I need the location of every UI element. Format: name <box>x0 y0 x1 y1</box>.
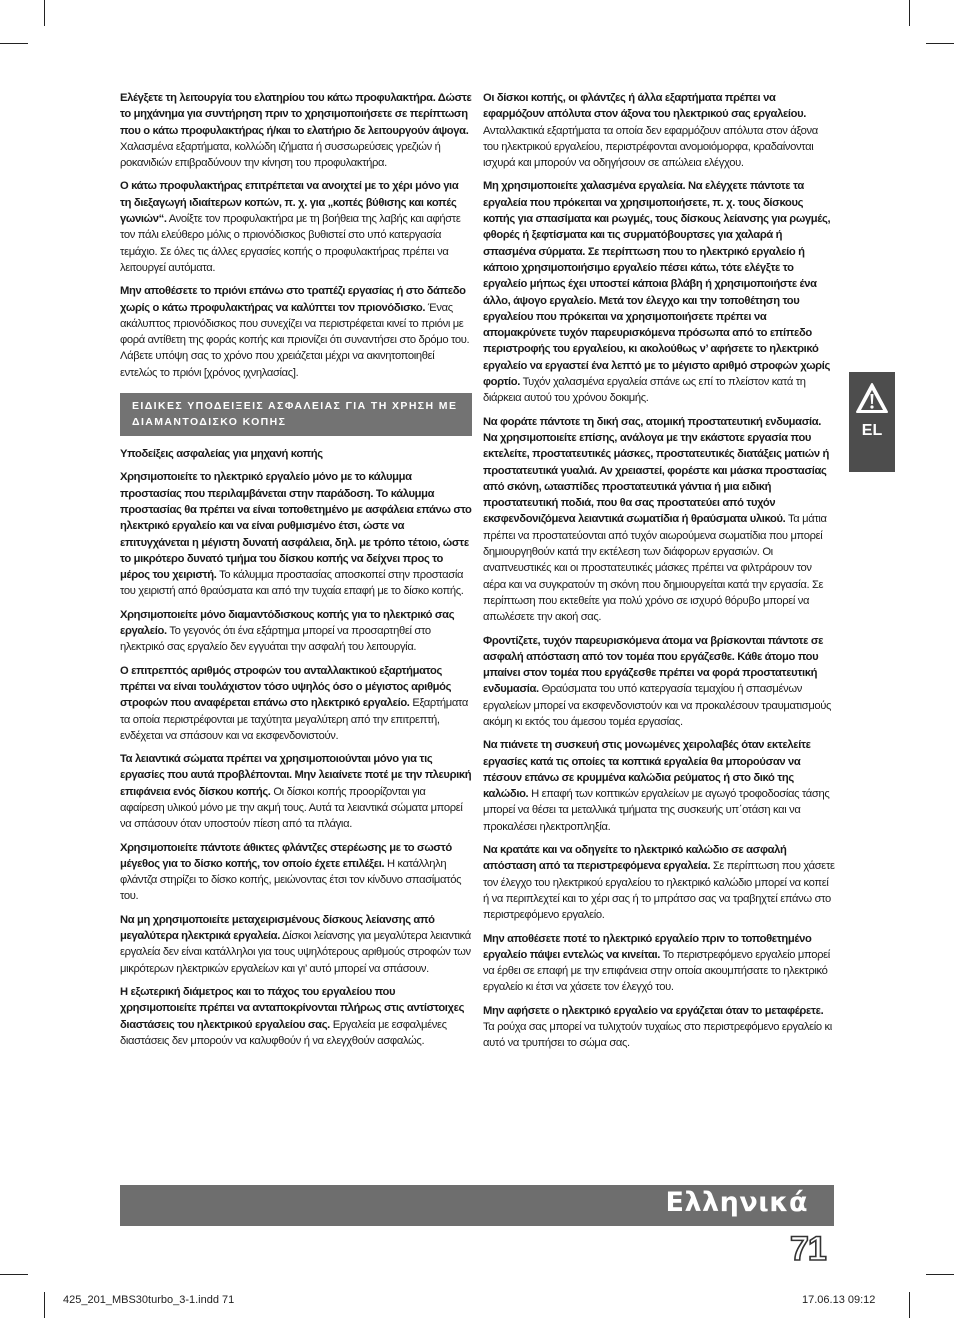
file-slug: 425_201_MBS30turbo_3-1.indd 71 <box>63 1294 235 1306</box>
paragraph: Χρησιμοποιείτε πάντοτε άθικτες φλάντζες στερέωσης με το σωστό μέγεθος για το δίσκο κοπής, τον οποίο έχετε επιλέξει. Η κατάλληλη φλάντζα στηρίζει το δίσκο κοπής, μειώνοντας έτσι τον κίνδυνο σπασίματός του. <box>120 841 462 903</box>
paragraph: Μην αποθέσετε ποτέ το ηλεκτρικό εργαλείο πριν το τοποθετημένο εργαλείο πάψει εντελώς να κινείται. Το περιστρεφόμενο εργαλείο μπορεί να έρθει σε επαφή με την επιφάνεια στην οποία ακουμπήσατε το ηλεκτρικό εργαλείο κι έτσι να χάσετε τον έλεγχό του. <box>483 932 830 994</box>
paragraph: Οι δίσκοι κοπής, οι φλάντζες ή άλλα εξαρτήματα πρέπει να εφαρμόζουν απόλυτα στον άξονα του ηλεκτρικού σας εργαλείου. Ανταλλακτικά εξαρτήματα τα οποία δεν εφαρμόζουν απόλυτα στον άξονα του ηλεκτρικού εργαλείου, περιστρέφονται ανομοιόμορφα, κραδαίνονται ισχυρά και μπορούν να οδηγήσουν σε απώλεια ελέγχου. <box>483 92 818 170</box>
language-tab <box>849 372 895 472</box>
paragraph: Να κρατάτε και να οδηγείτε το ηλεκτρικό καλώδιο σε ασφαλή απόσταση από τα περιστρεφόμενα εργαλεία. Σε περίπτωση που χάσετε τον έλεγχο του ηλεκτρικού εργαλείου το ηλεκτρικό καλώδιο μπορεί να κοπεί ή να περιπλεχτεί και το χέρι σας ή το μπράτσο σας να τραβηχτεί επάνω στο περιστρεφόμενο εργαλείο. <box>483 844 835 922</box>
paragraph: Φροντίζετε, τυχόν παρευρισκόμενα άτομα να βρίσκονται πάντοτε σε ασφαλή απόσταση από τον τομέα που εργάζεσθε. Κάθε άτομο που μπαίνει στον τομέα που εργάζεσθε πρέπει να φορά προστατευτική ενδυμασία. Θραύσματα του υπό κατεργασία τεμαχίου ή σπασμένων εργαλείων μπορεί να εκσφενδονιστούν και να προκαλέσουν τραυματισμούς ακόμη κι εκτός του άμεσου τομέα εργασίας. <box>483 634 832 728</box>
language-title: Ελληνικά <box>665 1187 808 1218</box>
paragraph: Να φοράτε πάντοτε τη δική σας, ατομική προστατευτική ενδυμασία. Να χρησιμοποιείτε επίσης, ανάλογα με την εκάστοτε εργασία που εκτελείτε, προστατευτικές μάσκες, προστατευτικές διατάξεις ματιών ή προστατευτικά γυαλιά. Αν χρειαστεί, φορέστε και μάσκα προστασίας από σκόνη, ωτασπίδες προστατευτικά γάντια ή μια ειδική προστατευτική ποδιά, που θα σας προστατεύει από τυχόν εκσφενδονιζόμενα λειαντικά σωματίδια ή θραύσματα υλικού. Τα μάτια πρέπει να προστατεύονται από τυχόν αιωρούμενα σωματίδια που μπορεί δημιουργηθούν κατά την εκτέλεση των διάφορων εργασιών. Οι αναπνευστικές και οι προστατευτικές μάσκες πρέπει να φιλτράρουν τον αέρα και να συγκρατούν τη σκόνη που δημιουργείται κατά την εργασία. Σε περίπτωση που εκτεθείτε για πολύ χρόνο σε ισχυρό θόρυβο μπορεί να απωλέσετε την ακοή σας. <box>483 415 829 624</box>
paragraph: Τα λειαντικά σώματα πρέπει να χρησιμοποιούνται μόνο για τις εργασίες που αυτά προβλέπονται. Μην λειαίνετε ποτέ με την πλευρική επιφάνεια ενός δίσκου κοπής. Οι δίσκοι κοπής προορίζονται για αφαίρεση υλικού μόνο με την ακμή τους. Αυτά τα λειαντικά σώματα μπορεί να σπάσουν όταν υποστούν πίεση από τα πλάγια. <box>120 753 472 831</box>
paragraph: Η εξωτερική διάμετρος και το πάχος του εργαλείου που χρησιμοποιείτε πρέπει να ανταποκρίνονται πλήρως στις αντίστοιχες διαστάσεις του ηλεκτρικού εργαλείου σας. Εργαλεία με εσφαλμένες διαστάσεις δεν μπορούν να καλυφθούν ή να ελεγχθούν ασφαλώς. <box>120 985 465 1047</box>
paragraph: Μην αφήσετε ο ηλεκτρικό εργαλείο να εργάζεται όταν το μεταφέρετε. Τα ρούχα σας μπορεί να τυλιχτούν τυχαίως στο περιστρεφόμενο εργαλείο κι αυτό να τρυπήσει το σώμα σας. <box>483 1004 832 1050</box>
crop-mark <box>0 1274 28 1275</box>
footer-bar <box>120 1185 834 1226</box>
crop-mark <box>909 1292 910 1318</box>
paragraph: Μην αποθέσετε το πριόνι επάνω στο τραπέζι εργασίας ή στο δάπεδο χωρίς ο κάτω προφυλακτήρας να καλύπτει τον πριονόδισκο. Ένας ακάλυπτος πριονόδισκος που συνεχίζει να περιστρέφεται κινεί το πριόνι με φορά αντίθετη της φοράς κοπής και πριονίζει ότι συναντήσει στο δρόμο του. Λάβετε υπόψη σας το χρόνο που χρειάζεται μέχρι να ακινητοποιηθεί εντελώς το πριόνι [χρόνος ιχνηλασίας]. <box>120 285 470 379</box>
paragraph: Να πιάνετε τη συσκευή στις μονωμένες χειρολαβές όταν εκτελείτε εργασίες κατά τις οποίες τα κοπτικά εργαλεία θα μπορούσαν να πέσουν επάνω σε κρυμμένα καλώδια ρεύματος ή στο δικό της καλώδιο. Η επαφή των κοπτικών εργαλείων με αγωγό τροφοδοσίας τάσης μπορεί να θέσει τα μεταλλικά τμήματα της συσκευής υπ΄οτάση και να προκαλέσει ηλεκτροπληξία. <box>483 739 830 833</box>
section-heading: ΕΙΔΙΚΕΣ ΥΠΟΔΕΙΞΕΙΣ ΑΣΦΑΛΕΙΑΣ ΓΙΑ ΤΗ ΧΡΗΣΗ ΜΕ ΔΙΑΜΑΝΤΟΔΙΣΚΟ ΚΟΠΗΣ <box>120 393 472 436</box>
language-code: EL <box>861 422 883 439</box>
paragraph: Ο επιτρεπτός αριθμός στροφών του ανταλλακτικού εξαρτήματος πρέπει να είναι τουλάχιστον τόσο υψηλός όσο ο μέγιστος αριθμός στροφών που αναφέρεται επάνω στο ηλεκτρικό εργαλείο. Εξαρτήματα τα οποία περιστρέφονται με ταχύτητα μεγαλύτερη από την επιτρεπτή, ενδέχεται να σπάσουν και να εκσφενδονιστούν. <box>120 664 468 742</box>
crop-mark <box>909 0 910 26</box>
subheading: Υποδείξεις ασφαλείας για μηχανή κοπής <box>120 448 323 461</box>
crop-mark <box>926 1274 954 1275</box>
paragraph: Χρησιμοποιείτε το ηλεκτρικό εργαλείο μόνο με το κάλυμμα προστασίας που περιλαμβάνεται στην παράδοση. Το κάλυμμα προστασίας θα πρέπει να είναι τοποθετημένο με ασφάλεια επάνω στο ηλεκτρικό εργαλείο και να είναι ρυθμισμένο έτσι, ώστε να επιτυγχάνεται η μέγιστη δυνατή ασφάλεια, δηλ. με τρόπο τέτοιο, ώστε το μικρότερο δυνατό τμήμα του δίσκου κοπής να δείχνει προς το μέρος του χειριστή. Το κάλυμμα προστασίας αποσκοπεί στην προστασία του χειριστή από θραύσματα και από την τυχαία επαφή με το δίσκο κοπής. <box>120 471 472 598</box>
paragraph: Ελέγξετε τη λειτουργία του ελατηρίου του κάτω προφυλακτήρα. Δώστε το μηχάνημα για συντήρηση πριν το χρησιμοποιήσετε σε περίπτωση που ο κάτω προφυλακτήρας ή/και το ελατήριο δε λειτουργούν άψογα. Χαλασμένα εξαρτήματα, κολλώδη ιζήματα ή συσσωρεύσεις γρεζιών ή ροκανιδιών επιβραδύνουν την κίνηση του προφυλακτήρα. <box>120 92 472 170</box>
right-column <box>483 90 835 1059</box>
crop-mark <box>44 1292 45 1318</box>
paragraph: Μη χρησιμοποιείτε χαλασμένα εργαλεία. Να ελέγχετε πάντοτε τα εργαλεία που πρόκειται να χρησιμοποιήσετε, π. χ. τους δίσκους κοπής για σπασίματα και ρωγμές, τους δίσκους λείανσης για ρωγμές, φθορές ή ξεφτίσματα και τις συρματόβουρτσες για χαλαρά ή σπασμένα σύρματα. Σε περίπτωση που το ηλεκτρικό εργαλείο ή κάποιο χρησιμοποιήσιμο εργαλείο πέσει κάτω, τότε ελέγξτε το εργαλείο μήπως έχει υποστεί κάποια βλάβη ή χρησιμοποιήστε ένα άλλο, άψογο εργαλείο. Μετά τον έλεγχο και την τοποθέτηση του εργαλείου που πρόκειται να χρησιμοποιήσετε πρέπει να απομακρύνετε τυχόν παρευρισκόμενα πρόσωπα από το επίπεδο περιστροφής του εργαλείου, κι ακολούθως ν’ αφήσετε το ηλεκτρικό εργαλείο να εργαστεί ένα λεπτό με το μέγιστο αριθμό στροφών χωρίς φορτίο. Τυχόν χαλασμένα εργαλεία σπάνε ως επί το πλείστον κατά τη διάρκεια αυτού του χρόνου δοκιμής. <box>483 180 831 405</box>
crop-mark <box>0 43 28 44</box>
left-column <box>120 90 472 1056</box>
crop-mark <box>926 43 954 44</box>
paragraph: Να μη χρησιμοποιείτε μεταχειρισμένους δίσκους λείανσης από μεγαλύτερα ηλεκτρικά εργαλεία. Δίσκοι λείανσης για μεγαλύτερα λειαντικά εργαλεία δεν είναι κατάλληλοι για τους υψηλότερους αριθμούς στροφών των μικρότερων ηλεκτρικών εργαλείων και γι’ αυτό μπορεί να σπάσουν. <box>120 913 471 975</box>
date-time: 17.06.13 09:12 <box>802 1294 876 1306</box>
page-number: 71 <box>790 1230 826 1268</box>
crop-mark <box>44 0 45 26</box>
paragraph: Ο κάτω προφυλακτήρας επιτρέπεται να ανοιχτεί με το χέρι μόνο για τη διεξαγωγή ιδιαίτερων κοπών, π. χ. για „κοπές βύθισης και κοπές γωνιών“. Ανοίξτε τον προφυλακτήρα με τη βοήθεια της λαβής και αφήστε τον πάλι ελεύθερο μόλις ο πριονόδισκος βυθιστεί στο υπό κατεργασία τεμάχιο. Σε όλες τις άλλες εργασίες κοπής ο προφυλακτήρας πρέπει να λειτουργεί αυτόματα. <box>120 180 461 274</box>
warning-icon <box>855 382 889 414</box>
paragraph: Χρησιμοποιείτε μόνο διαμαντόδισκους κοπής για το ηλεκτρικό σας εργαλείο. Το γεγονός ότι ένα εξάρτημα μπορεί να προσαρτηθεί στο ηλεκτρικό σας εργαλείο δεν εγγυάται την ασφαλή του λειτουργία. <box>120 608 455 654</box>
